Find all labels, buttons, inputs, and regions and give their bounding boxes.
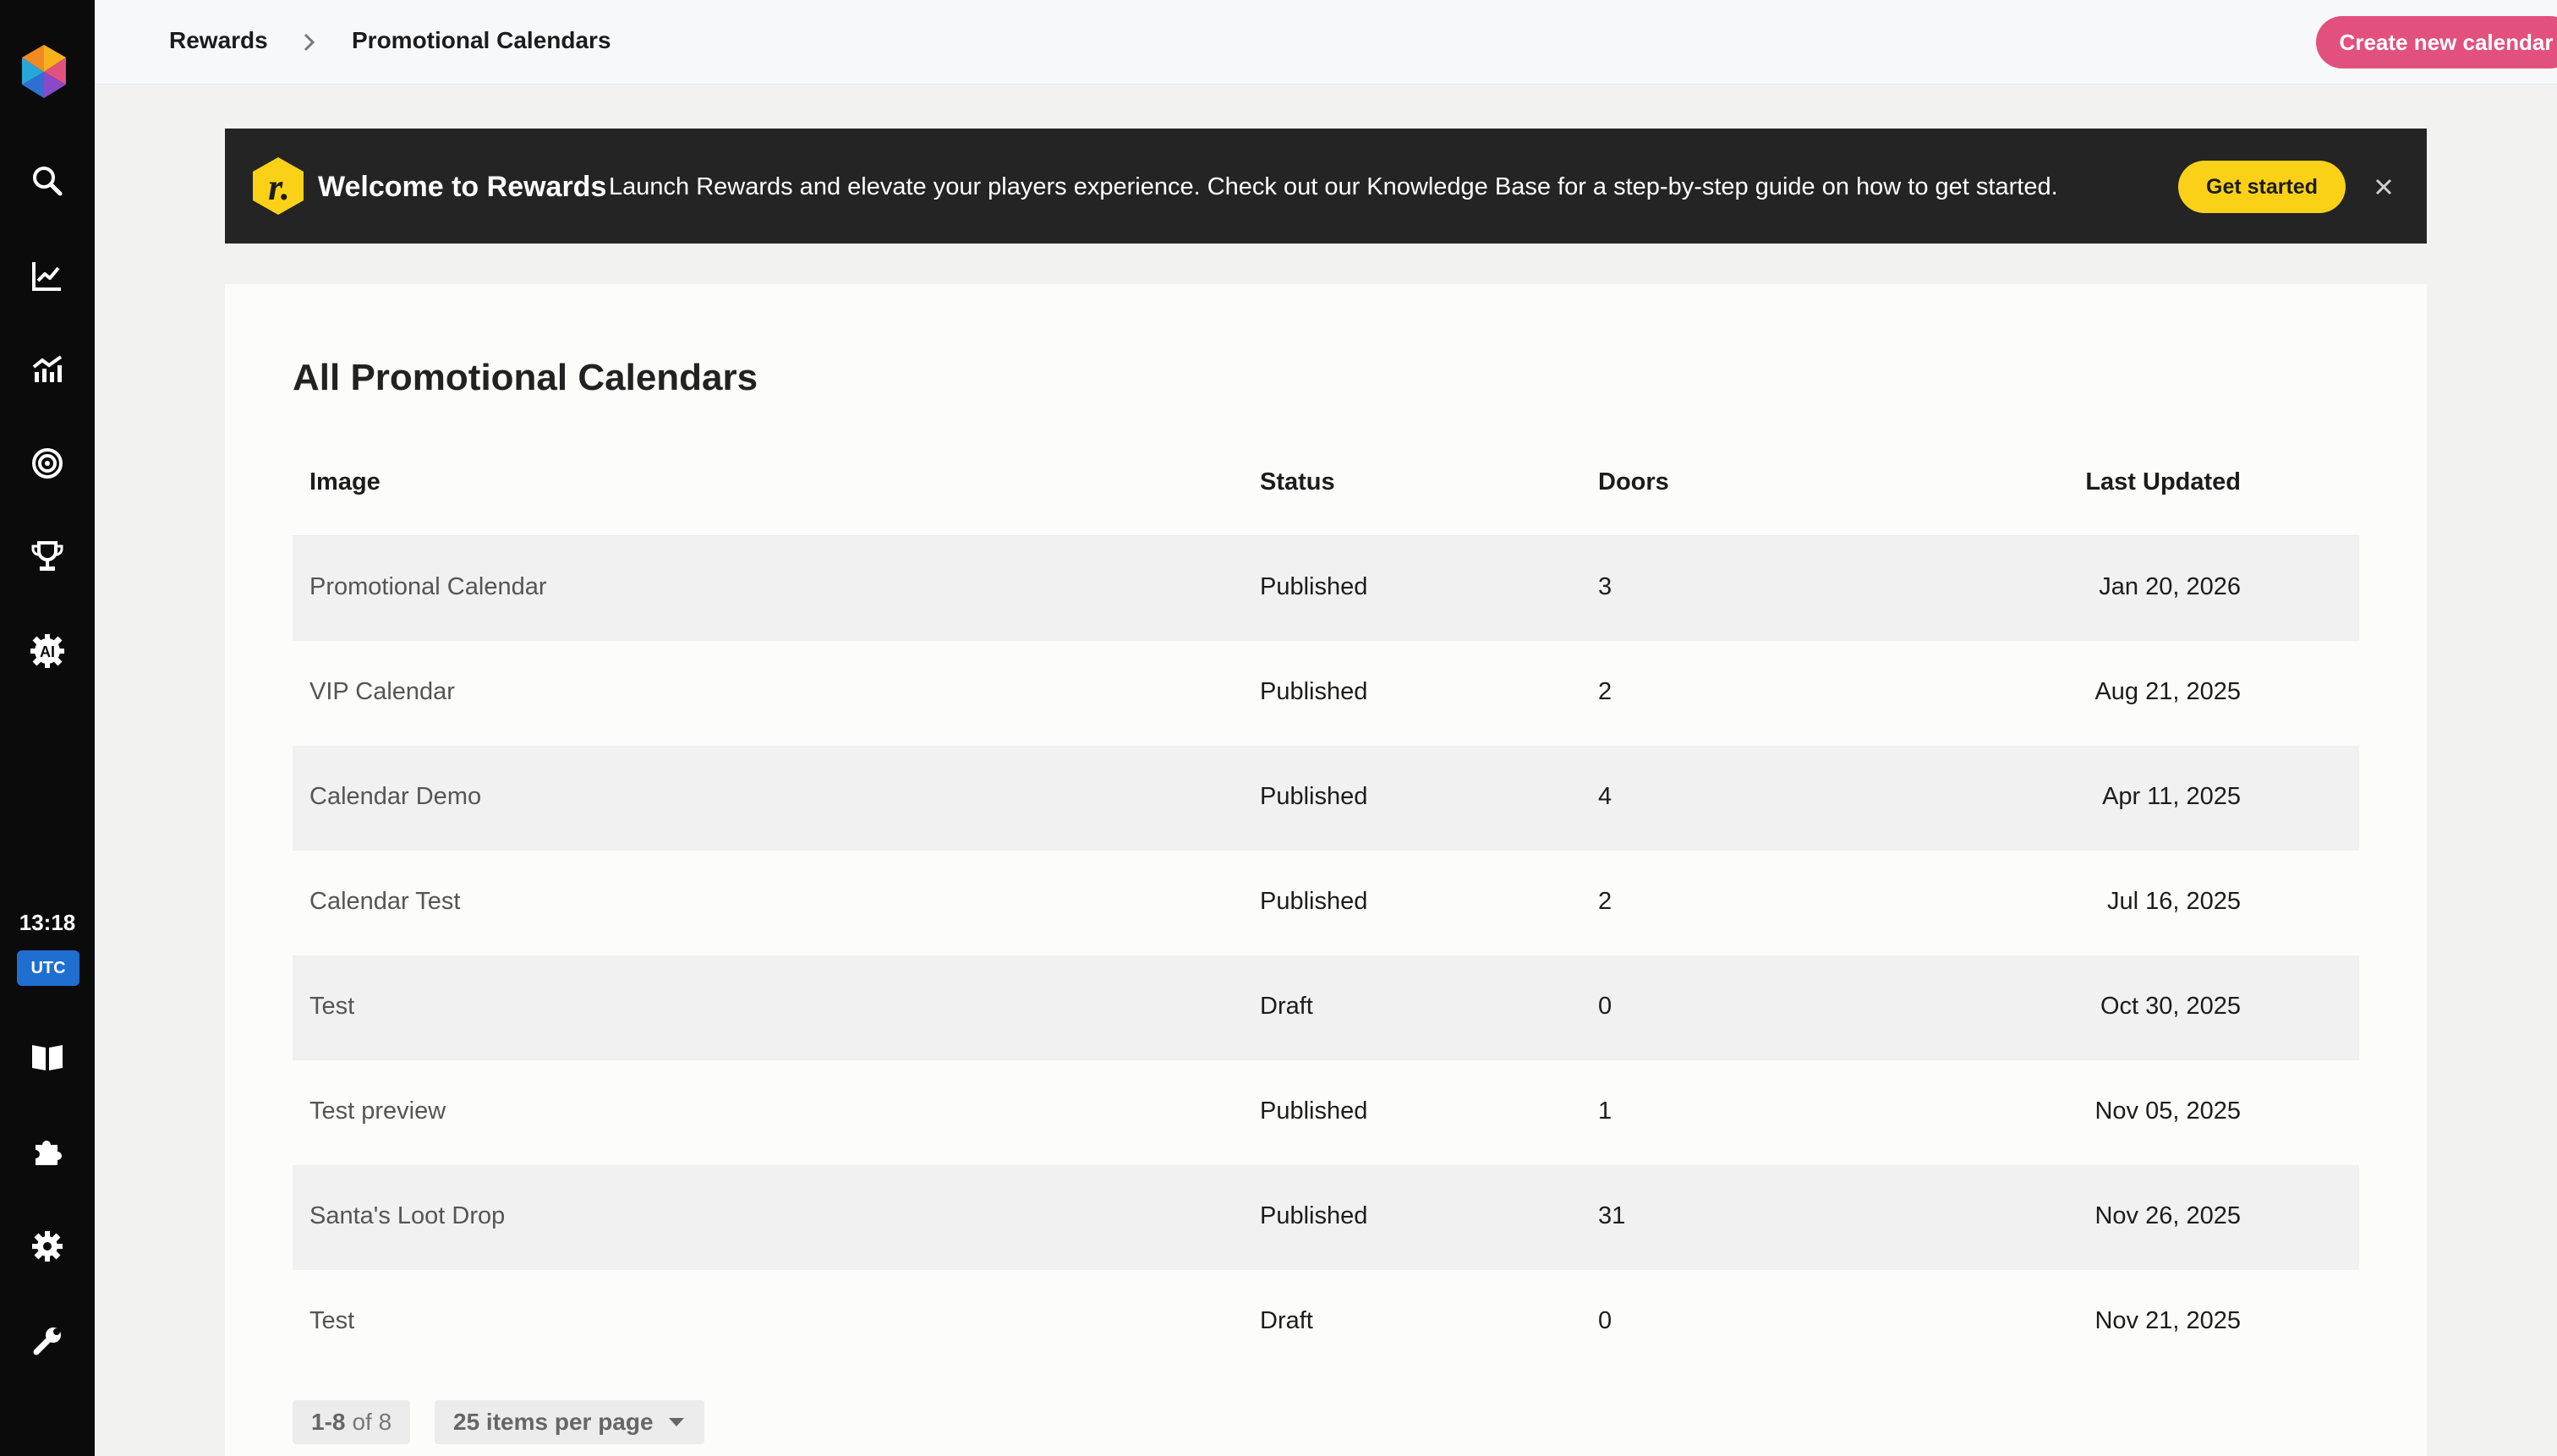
calendar-status: Published <box>1260 573 1368 600</box>
calendar-status: Published <box>1260 783 1368 810</box>
calendar-doors: 3 <box>1598 573 1612 600</box>
items-per-page-label: 25 items per page <box>453 1409 654 1435</box>
gear-icon[interactable] <box>22 1221 73 1272</box>
calendar-status: Draft <box>1260 993 1313 1020</box>
calendar-name: VIP Calendar <box>309 678 455 705</box>
table-row[interactable] <box>293 1060 2359 1165</box>
calendar-status: Published <box>1260 678 1368 705</box>
calendar-last-updated: Aug 21, 2025 <box>2094 678 2241 705</box>
pagination-range: 1-8 <box>311 1409 346 1435</box>
ai-settings-icon[interactable] <box>22 626 73 676</box>
book-icon[interactable] <box>22 1032 73 1082</box>
calendar-last-updated: Jul 16, 2025 <box>2106 888 2241 915</box>
calendar-status: Published <box>1260 888 1368 915</box>
table-row[interactable] <box>293 1270 2359 1375</box>
calendar-last-updated: Nov 21, 2025 <box>2094 1307 2241 1334</box>
items-per-page-select[interactable] <box>435 1400 704 1444</box>
svg-text:AI: AI <box>40 643 55 660</box>
sidebar <box>0 0 95 1456</box>
calendar-status: Draft <box>1260 1307 1313 1334</box>
chevron-right-icon <box>299 27 320 57</box>
table-row[interactable] <box>293 536 2359 641</box>
calendar-doors: 4 <box>1598 783 1612 810</box>
calendar-doors: 0 <box>1598 993 1612 1020</box>
welcome-banner <box>225 129 2427 244</box>
calendar-last-updated: Oct 30, 2025 <box>2100 993 2241 1020</box>
calendar-status: Published <box>1260 1097 1368 1125</box>
calendar-name: Test <box>309 993 355 1020</box>
calendar-last-updated: Nov 26, 2025 <box>2094 1202 2241 1229</box>
analytics-icon[interactable] <box>22 250 73 301</box>
calendar-last-updated: Jan 20, 2026 <box>2099 573 2241 600</box>
calendars-table <box>293 428 2359 1375</box>
table-row[interactable] <box>293 851 2359 955</box>
column-header-doors[interactable]: Doors <box>1598 468 1669 495</box>
target-icon[interactable] <box>22 438 73 489</box>
pagination-count <box>293 1400 410 1444</box>
calendar-doors: 1 <box>1598 1097 1612 1125</box>
table-row[interactable] <box>293 746 2359 851</box>
calendar-doors: 0 <box>1598 1307 1612 1334</box>
close-icon[interactable] <box>2368 171 2400 203</box>
banner-text: Launch Rewards and elevate your players experience. Check out our Knowledge Base for a step-by-step guide on how to get started. <box>609 173 2058 200</box>
column-header-image[interactable]: Image <box>309 468 381 495</box>
calendar-status: Published <box>1260 1202 1368 1229</box>
page-title: All Promotional Calendars <box>293 357 758 398</box>
rewards-logo-icon <box>250 156 306 216</box>
table-header <box>293 428 2359 536</box>
calendar-name: Calendar Demo <box>309 783 482 810</box>
logo-icon[interactable] <box>17 42 71 101</box>
wrench-icon[interactable] <box>22 1316 73 1366</box>
calendar-doors: 31 <box>1598 1202 1626 1229</box>
trophy-icon[interactable] <box>22 531 73 582</box>
column-header-last-updated[interactable]: Last Updated <box>2085 468 2241 495</box>
calendars-panel <box>225 284 2427 1456</box>
calendar-name: Santa's Loot Drop <box>309 1202 506 1229</box>
table-row[interactable] <box>293 1165 2359 1270</box>
breadcrumb-rewards[interactable]: Rewards <box>169 27 268 53</box>
svg-text:r.: r. <box>268 167 290 208</box>
stats-icon[interactable] <box>22 343 73 394</box>
table-row[interactable] <box>293 955 2359 1060</box>
puzzle-icon[interactable] <box>22 1126 73 1177</box>
calendar-last-updated: Nov 05, 2025 <box>2094 1097 2241 1125</box>
calendar-name: Test <box>309 1307 355 1334</box>
calendar-name: Test preview <box>309 1097 446 1125</box>
calendar-name: Promotional Calendar <box>309 573 547 600</box>
clock-time: 13:18 <box>19 910 76 935</box>
calendar-last-updated: Apr 11, 2025 <box>2102 783 2241 810</box>
calendar-doors: 2 <box>1598 678 1612 705</box>
table-row[interactable] <box>293 641 2359 746</box>
timezone-badge[interactable]: UTC <box>17 950 79 986</box>
top-bar <box>95 0 2557 85</box>
caret-down-icon <box>667 1416 686 1428</box>
breadcrumb-current: Promotional Calendars <box>352 27 611 53</box>
calendar-name: Calendar Test <box>309 888 461 915</box>
calendar-doors: 2 <box>1598 888 1612 915</box>
column-header-status[interactable]: Status <box>1260 468 1335 495</box>
get-started-button[interactable]: Get started <box>2178 161 2346 213</box>
pagination-total: of 8 <box>352 1409 392 1435</box>
banner-title: Welcome to Rewards <box>318 171 607 203</box>
search-icon[interactable] <box>22 156 73 206</box>
create-calendar-button[interactable]: Create new calendar <box>2316 16 2557 68</box>
